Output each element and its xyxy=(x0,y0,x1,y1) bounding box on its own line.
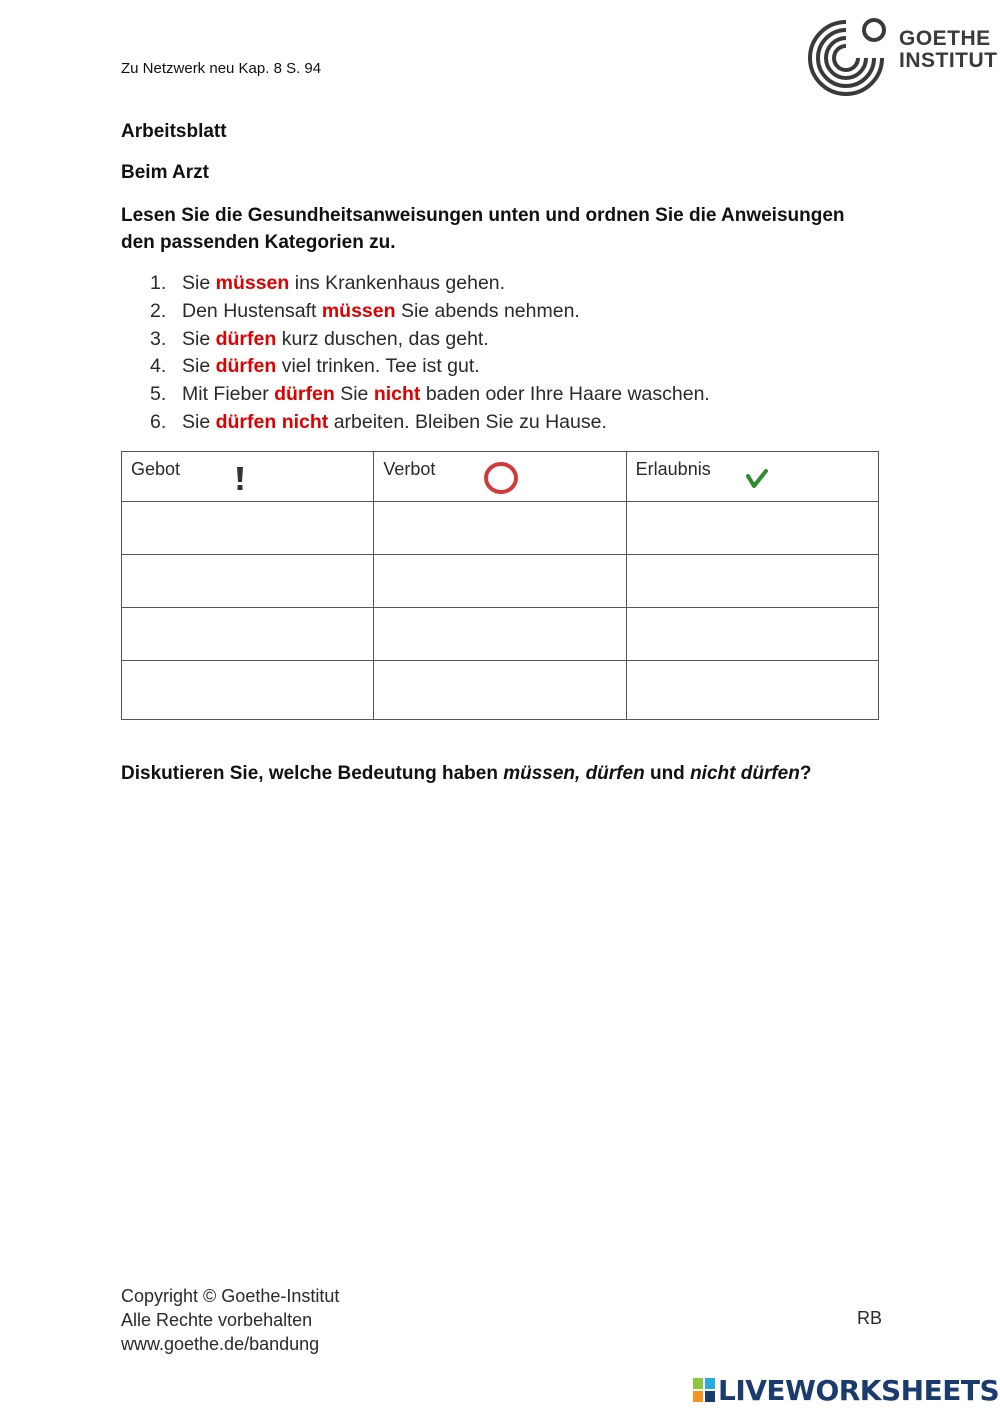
answer-row xyxy=(122,502,879,555)
list-item-number: 2. xyxy=(150,299,167,322)
answer-cell[interactable] xyxy=(374,555,626,608)
red-circle-icon xyxy=(482,460,520,496)
liveworksheets-logo-icon xyxy=(692,1377,716,1403)
answer-cell[interactable] xyxy=(626,661,878,720)
answer-row xyxy=(122,608,879,661)
list-item-fragment: arbeiten. Bleiben Sie zu Hause. xyxy=(328,410,607,433)
answer-row xyxy=(122,555,879,608)
list-item-text xyxy=(182,409,607,437)
column-erlaubnis xyxy=(626,452,878,502)
answer-cell[interactable] xyxy=(122,661,374,720)
list-item xyxy=(150,270,710,298)
list-item-number: 1. xyxy=(150,272,167,294)
list-item-fragment: Sie xyxy=(182,272,216,294)
footer xyxy=(121,1284,339,1356)
discussion-term2: nicht dürfen xyxy=(690,763,800,784)
logo-line1: GOETHE xyxy=(899,27,991,50)
list-item-fragment: baden oder Ihre Haare waschen. xyxy=(420,383,710,406)
goethe-institut-logo xyxy=(806,12,998,98)
table-header-row xyxy=(122,452,879,502)
modal-verb-highlight: nicht xyxy=(373,383,421,406)
worksheet-label: Arbeitsblatt xyxy=(121,121,227,142)
list-item-fragment: Sie abends nehmen. xyxy=(395,299,580,322)
footer-url: www.goethe.de/bandung xyxy=(121,1334,320,1354)
answer-cell[interactable] xyxy=(122,502,374,555)
list-item xyxy=(150,298,710,326)
answer-cell[interactable] xyxy=(122,608,374,661)
list-item-number: 4. xyxy=(150,355,167,378)
logo-line2: INSTITUT xyxy=(899,49,998,72)
footer-initials: RB xyxy=(857,1308,883,1328)
list-item-fragment: Sie xyxy=(182,355,216,378)
list-item-number: 6. xyxy=(150,410,167,433)
list-item-text xyxy=(182,353,480,381)
list-item xyxy=(150,381,710,409)
modal-verb-highlight: dürfen xyxy=(215,355,277,378)
list-item-fragment: kurz duschen, das geht. xyxy=(276,327,489,350)
column-label: Gebot xyxy=(131,459,181,479)
list-item-text xyxy=(182,381,710,409)
modal-verb-highlight: müssen xyxy=(321,299,396,322)
list-item-text xyxy=(182,298,580,326)
answer-cell[interactable] xyxy=(626,555,878,608)
list-item-fragment: Sie xyxy=(182,410,216,433)
instruction-text: Lesen Sie die Gesundheitsanweisungen unten und ordnen Sie die Anweisungen den passenden Kategorien zu. xyxy=(121,205,845,253)
answer-cell[interactable] xyxy=(374,661,626,720)
column-verbot xyxy=(374,452,626,502)
list-item-number: 3. xyxy=(150,327,167,350)
answer-cell[interactable] xyxy=(374,608,626,661)
list-item-fragment: Sie xyxy=(334,383,374,406)
modal-verb-highlight: müssen xyxy=(215,272,290,294)
discussion-term1: müssen, dürfen xyxy=(503,763,645,784)
column-label: Erlaubnis xyxy=(635,459,711,479)
discussion-prefix: Diskutieren Sie, welche Bedeutung haben xyxy=(121,763,504,784)
list-item-fragment: Mit Fieber xyxy=(182,383,275,406)
list-item-text xyxy=(182,270,505,298)
list-item-number: 5. xyxy=(150,383,167,406)
modal-verb-highlight: dürfen xyxy=(215,327,277,350)
list-item-fragment: viel trinken. Tee ist gut. xyxy=(276,355,480,378)
answer-cell[interactable] xyxy=(374,502,626,555)
answer-cell[interactable] xyxy=(626,608,878,661)
discussion-question xyxy=(121,763,811,785)
footer-copyright: Copyright © Goethe-Institut xyxy=(121,1286,340,1306)
list-item-fragment: Sie xyxy=(182,327,216,350)
answer-cell[interactable] xyxy=(122,555,374,608)
checkmark-icon xyxy=(745,468,769,490)
exclamation-icon xyxy=(234,466,246,492)
discussion-suffix: ? xyxy=(799,763,812,784)
list-item xyxy=(150,326,710,354)
column-gebot xyxy=(122,452,374,502)
column-label: Verbot xyxy=(383,459,436,479)
answer-row xyxy=(122,661,879,720)
modal-verb-highlight: dürfen xyxy=(274,383,335,406)
list-item-fragment: ins Krankenhaus gehen. xyxy=(289,272,506,294)
goethe-logo-icon xyxy=(806,12,892,98)
footer-rights: Alle Rechte vorbehalten xyxy=(121,1310,313,1330)
answer-cell[interactable] xyxy=(626,502,878,555)
worksheet-title: Beim Arzt xyxy=(121,162,209,183)
category-table xyxy=(121,451,879,720)
instruction-list xyxy=(150,270,710,437)
list-item xyxy=(150,353,710,381)
discussion-middle: und xyxy=(644,763,691,784)
watermark-text: LIVEWORKSHEETS xyxy=(718,1373,1000,1407)
modal-verb-highlight: dürfen nicht xyxy=(215,410,329,433)
list-item xyxy=(150,409,710,437)
liveworksheets-watermark xyxy=(692,1373,999,1407)
list-item-text xyxy=(182,326,489,354)
header-reference: Zu Netzwerk neu Kap. 8 S. 94 xyxy=(121,60,322,77)
list-item-fragment: Den Hustensaft xyxy=(182,299,322,322)
